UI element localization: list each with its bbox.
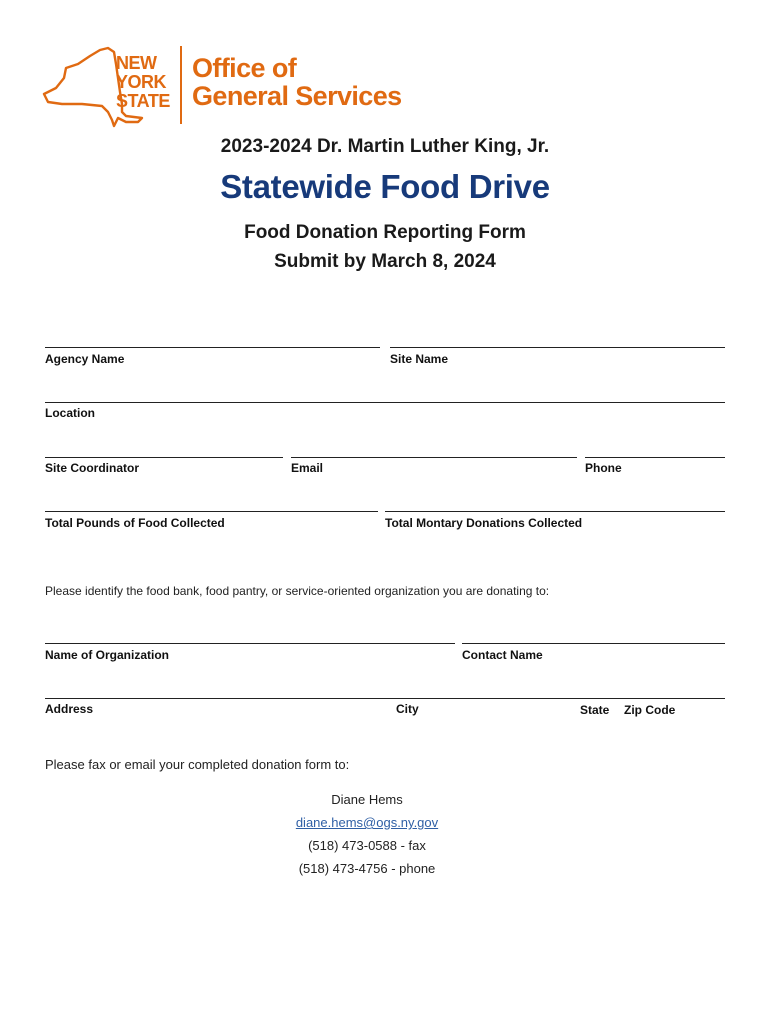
total-monetary-field[interactable]	[385, 511, 725, 512]
phone-label: Phone	[585, 461, 622, 475]
address-label: Address	[45, 702, 94, 716]
logo-state-line: YORK	[116, 72, 167, 92]
agency-name-field[interactable]	[45, 347, 380, 348]
logo-org-line: Office of	[192, 53, 297, 83]
submission-deadline: Submit by March 8, 2024	[274, 251, 496, 272]
logo-state-wordmark	[116, 54, 170, 111]
contact-name-field[interactable]	[462, 643, 725, 644]
contact-email-link[interactable]: diane.hems@ogs.ny.gov	[295, 815, 439, 830]
location-field[interactable]	[45, 402, 725, 403]
logo-divider	[180, 46, 182, 124]
contact-name-label: Contact Name	[462, 648, 543, 662]
logo-org-line: General Services	[192, 81, 402, 111]
submission-instruction: Please fax or email your completed donation form to:	[45, 757, 350, 772]
site-name-field[interactable]	[390, 347, 725, 348]
address-field[interactable]	[45, 698, 725, 699]
form-subtitle: Food Donation Reporting Form	[244, 222, 526, 243]
logo-org-name	[192, 54, 402, 110]
organization-name-field[interactable]	[45, 643, 455, 644]
site-name-label: Site Name	[390, 352, 449, 366]
email-label: Email	[291, 461, 324, 475]
phone-field[interactable]	[585, 457, 725, 458]
site-coordinator-field[interactable]	[45, 457, 283, 458]
email-field[interactable]	[291, 457, 577, 458]
site-coordinator-label: Site Coordinator	[45, 461, 140, 475]
logo-state-line: STATE	[116, 91, 170, 111]
total-pounds-label: Total Pounds of Food Collected	[45, 516, 225, 530]
contact-phone: (518) 473-4756 - phone	[298, 861, 436, 876]
page-title: Statewide Food Drive	[220, 168, 550, 205]
logo-state-line: NEW	[116, 53, 157, 73]
agency-name-label: Agency Name	[45, 352, 125, 366]
total-pounds-field[interactable]	[45, 511, 378, 512]
state-label: State	[580, 703, 610, 717]
contact-person-name: Diane Hems	[331, 792, 403, 807]
contact-fax: (518) 473-0588 - fax	[308, 838, 426, 853]
total-monetary-label: Total Montary Donations Collected	[385, 516, 583, 530]
event-title: 2023-2024 Dr. Martin Luther King, Jr.	[220, 136, 550, 157]
organization-instruction: Please identify the food bank, food pantry, or service-oriented organization you are donating to:	[45, 584, 550, 598]
zip-code-label: Zip Code	[624, 703, 676, 717]
city-label: City	[396, 702, 419, 716]
organization-name-label: Name of Organization	[45, 648, 170, 662]
location-label: Location	[45, 406, 95, 420]
